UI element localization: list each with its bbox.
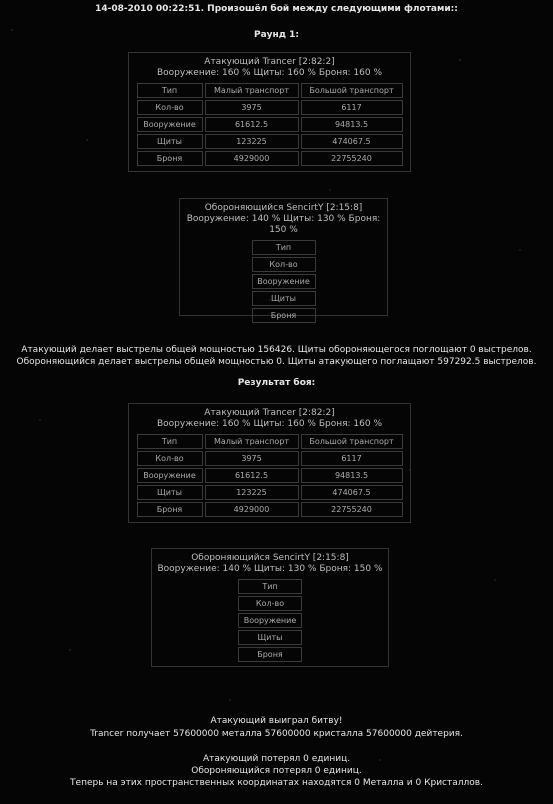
column-header: Тип (137, 434, 203, 449)
fleet-stats: Вооружение: 140 % Щиты: 130 % Броня: 150 % (157, 564, 383, 574)
fleet-stats: Вооружение: 160 % Щиты: 160 % Броня: 160 % (156, 419, 383, 429)
fleet-stats: Вооружение: 160 % Щиты: 160 % Броня: 160 % (156, 68, 383, 78)
table-cell: 4929000 (205, 151, 299, 166)
table-cell: 474067.5 (301, 485, 403, 500)
table-row (252, 308, 316, 323)
table-cell: 6117 (301, 100, 403, 115)
row-label: Вооружение (137, 117, 203, 132)
column-header: Большой транспорт (301, 83, 403, 98)
row-label: Броня (137, 502, 203, 517)
table-cell: 94813.5 (301, 468, 403, 483)
row-label: Кол-во (238, 596, 302, 611)
row-label: Кол-во (137, 451, 203, 466)
row-label: Кол-во (137, 100, 203, 115)
table-cell: 474067.5 (301, 134, 403, 149)
attacker-shots-text: Атакующий делает выстрелы общей мощностью 156426. Щиты обороняющегося поглощают 0 выстрелов. (21, 345, 532, 355)
table-cell: 61612.5 (205, 468, 299, 483)
round-label: Раунд 1: (253, 30, 300, 40)
table-cell: 4929000 (205, 502, 299, 517)
table-row (252, 274, 316, 289)
table-row (137, 100, 403, 115)
table-row (238, 596, 302, 611)
loot-text: Trancer получает 57600000 металла 57600000 кристалла 57600000 дейтерия. (90, 729, 463, 739)
table-row (137, 151, 403, 166)
fleet-name: Обороняющийся SencirtY [2:15:8] (191, 553, 349, 563)
row-label: Броня (238, 647, 302, 662)
row-label: Щиты (137, 485, 203, 500)
table-cell: 61612.5 (205, 117, 299, 132)
table-row (137, 434, 403, 449)
defender-fleet-table (250, 238, 318, 325)
attacker-result-table (135, 432, 405, 519)
column-header: Малый транспорт (205, 434, 299, 449)
defender-result-panel (151, 548, 389, 667)
fleet-name: Обороняющийся SencirtY [2:15:8] (204, 203, 363, 213)
row-label: Вооружение (238, 613, 302, 628)
table-row (238, 630, 302, 645)
row-label: Броня (137, 151, 203, 166)
row-label: Тип (238, 579, 302, 594)
table-cell: 94813.5 (301, 117, 403, 132)
attacker-fleet-panel (128, 52, 411, 172)
fleet-name: Атакующий Trancer [2:82:2] (204, 57, 335, 67)
table-row (137, 485, 403, 500)
table-row (137, 502, 403, 517)
table-row (252, 257, 316, 272)
column-header: Тип (137, 83, 203, 98)
table-row (137, 117, 403, 132)
table-row (252, 291, 316, 306)
table-cell: 22755240 (301, 151, 403, 166)
table-row (137, 134, 403, 149)
row-label: Тип (252, 240, 316, 255)
column-header: Малый транспорт (205, 83, 299, 98)
table-row (238, 647, 302, 662)
table-row (238, 613, 302, 628)
defender-fleet-panel (179, 198, 388, 320)
table-row (238, 579, 302, 594)
battle-title: 14-08-2010 00:22:51. Произошёл бой между следующими флотами:: (95, 4, 458, 14)
row-label: Броня (252, 308, 316, 323)
attacker-result-panel (128, 403, 411, 523)
result-label: Результат боя: (237, 378, 316, 388)
row-label: Щиты (238, 630, 302, 645)
table-cell: 123225 (205, 485, 299, 500)
table-cell: 123225 (205, 134, 299, 149)
table-cell: 3975 (205, 451, 299, 466)
column-header: Большой транспорт (301, 434, 403, 449)
defender-shots-text: Обороняющийся делает выстрелы общей мощностью 0. Щиты атакующего поглащают 597292.5 выстрелов. (16, 357, 537, 367)
table-row (137, 451, 403, 466)
row-label: Вооружение (137, 468, 203, 483)
fleet-name: Атакующий Trancer [2:82:2] (204, 408, 335, 418)
winner-text: Атакующий выиграл битву! (210, 716, 343, 726)
fleet-stats: Вооружение: 140 % Щиты: 130 % Броня: 150 % (186, 214, 381, 235)
table-row (137, 83, 403, 98)
table-row (252, 240, 316, 255)
table-cell: 6117 (301, 451, 403, 466)
debris-text: Теперь на этих пространственных координатах находятся 0 Металла и 0 Кристаллов. (70, 778, 483, 788)
row-label: Щиты (137, 134, 203, 149)
table-cell: 3975 (205, 100, 299, 115)
table-row (137, 468, 403, 483)
defender-result-table (236, 577, 304, 664)
attacker-fleet-table (135, 81, 405, 168)
row-label: Кол-во (252, 257, 316, 272)
row-label: Вооружение (252, 274, 316, 289)
row-label: Щиты (252, 291, 316, 306)
attacker-losses-text: Атакующий потерял 0 единиц. (202, 754, 351, 764)
defender-losses-text: Обороняющийся потерял 0 единиц. (191, 766, 362, 776)
table-cell: 22755240 (301, 502, 403, 517)
